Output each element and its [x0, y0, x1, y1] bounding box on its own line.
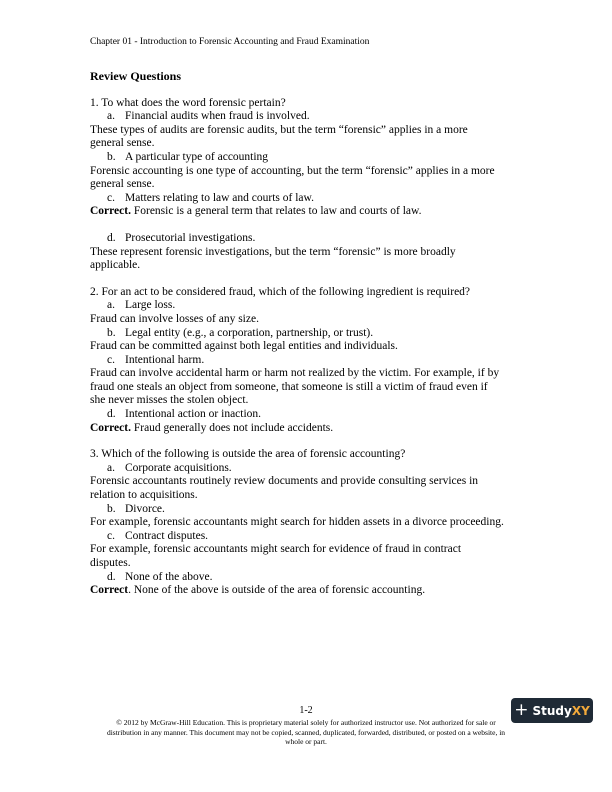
- correct-label: Correct.: [90, 205, 131, 218]
- option-a: a. Large loss.: [107, 299, 176, 312]
- option-a: a. Financial audits when fraud is involved.: [107, 110, 310, 123]
- question-stem: 3. Which of the following is outside the area of forensic accounting?: [90, 448, 406, 461]
- feedback-line: Fraud can be committed against both legal entities and individuals.: [90, 340, 398, 353]
- feedback-line: she never misses the stolen object.: [90, 394, 249, 407]
- correct-label: Correct.: [90, 421, 131, 434]
- option-b: b. A particular type of accounting: [107, 150, 269, 163]
- feedback-line: relation to acquisitions.: [90, 489, 198, 502]
- page-number: 1-2: [299, 705, 313, 716]
- feedback-line: Fraud can involve losses of any size.: [90, 312, 259, 325]
- question-3: [90, 448, 530, 598]
- correct-feedback: Correct. None of the above is outside of the area of forensic accounting.: [90, 584, 426, 597]
- copyright-notice: © 2012 by McGraw-Hill Education. This is proprietary material solely for authorized instructor use. Not authorized for sale or distribution in any manner. This document may not be copied, scanned, duplicated, forwarded, distributed, or posted on a website, in whole or part.: [106, 718, 506, 746]
- feedback-line: For example, forensic accountants might search for hidden assets in a divorce proceeding.: [90, 516, 504, 529]
- review-questions-content: [90, 70, 530, 598]
- feedback-line: disputes.: [90, 557, 131, 569]
- option-d: d. Intentional action or inaction.: [107, 408, 262, 421]
- feedback-line: applicable.: [90, 259, 141, 272]
- option-d: d. Prosecutorial investigations.: [107, 231, 256, 244]
- feedback-line: fraud one steals an object from someone, that someone is still a victim of fraud even if: [90, 380, 488, 393]
- option-c: c. Intentional harm.: [107, 353, 205, 366]
- feedback-line: Forensic accountants routinely review documents and provide consulting services in: [90, 475, 479, 488]
- question-stem: 2. For an act to be considered fraud, which of the following ingredient is required?: [90, 285, 471, 298]
- feedback-line: Fraud can involve accidental harm or harm not realized by the victim. For example, if by: [90, 367, 500, 380]
- feedback-line: These types of audits are forensic audits, but the term “forensic” applies in a more: [90, 123, 468, 136]
- option-b: b. Divorce.: [107, 502, 165, 515]
- plus-icon: +: [514, 700, 529, 720]
- feedback-line: general sense.: [90, 178, 155, 191]
- feedback-line: For example, forensic accountants might search for evidence of fraud in contract: [90, 543, 462, 556]
- option-b: b. Legal entity (e.g., a corporation, partnership, or trust).: [107, 326, 374, 339]
- correct-label: Correct: [90, 584, 129, 597]
- option-c: c. Contract disputes.: [107, 529, 209, 542]
- feedback-line: These represent forensic investigations, but the term “forensic” is more broadly: [90, 245, 456, 258]
- chapter-header: Chapter 01 - Introduction to Forensic Accounting and Fraud Examination: [90, 37, 370, 47]
- correct-feedback: Correct. Forensic is a general term that relates to law and courts of law.: [90, 205, 422, 218]
- feedback-line: Forensic accounting is one type of accounting, but the term “forensic” applies in a more: [90, 164, 495, 177]
- correct-feedback: Correct. Fraud generally does not include accidents.: [90, 421, 334, 434]
- section-title: Review Questions: [90, 69, 181, 83]
- question-2: [90, 286, 530, 436]
- option-d: d. None of the above.: [107, 570, 213, 583]
- studyxy-logo: + Study XY: [511, 698, 593, 723]
- option-a: a. Corporate acquisitions.: [107, 461, 232, 474]
- question-stem: 1. To what does the word forensic pertain?: [90, 96, 286, 109]
- option-c: c. Matters relating to law and courts of law.: [107, 191, 314, 204]
- feedback-line: general sense.: [90, 137, 155, 150]
- question-1: [90, 97, 530, 273]
